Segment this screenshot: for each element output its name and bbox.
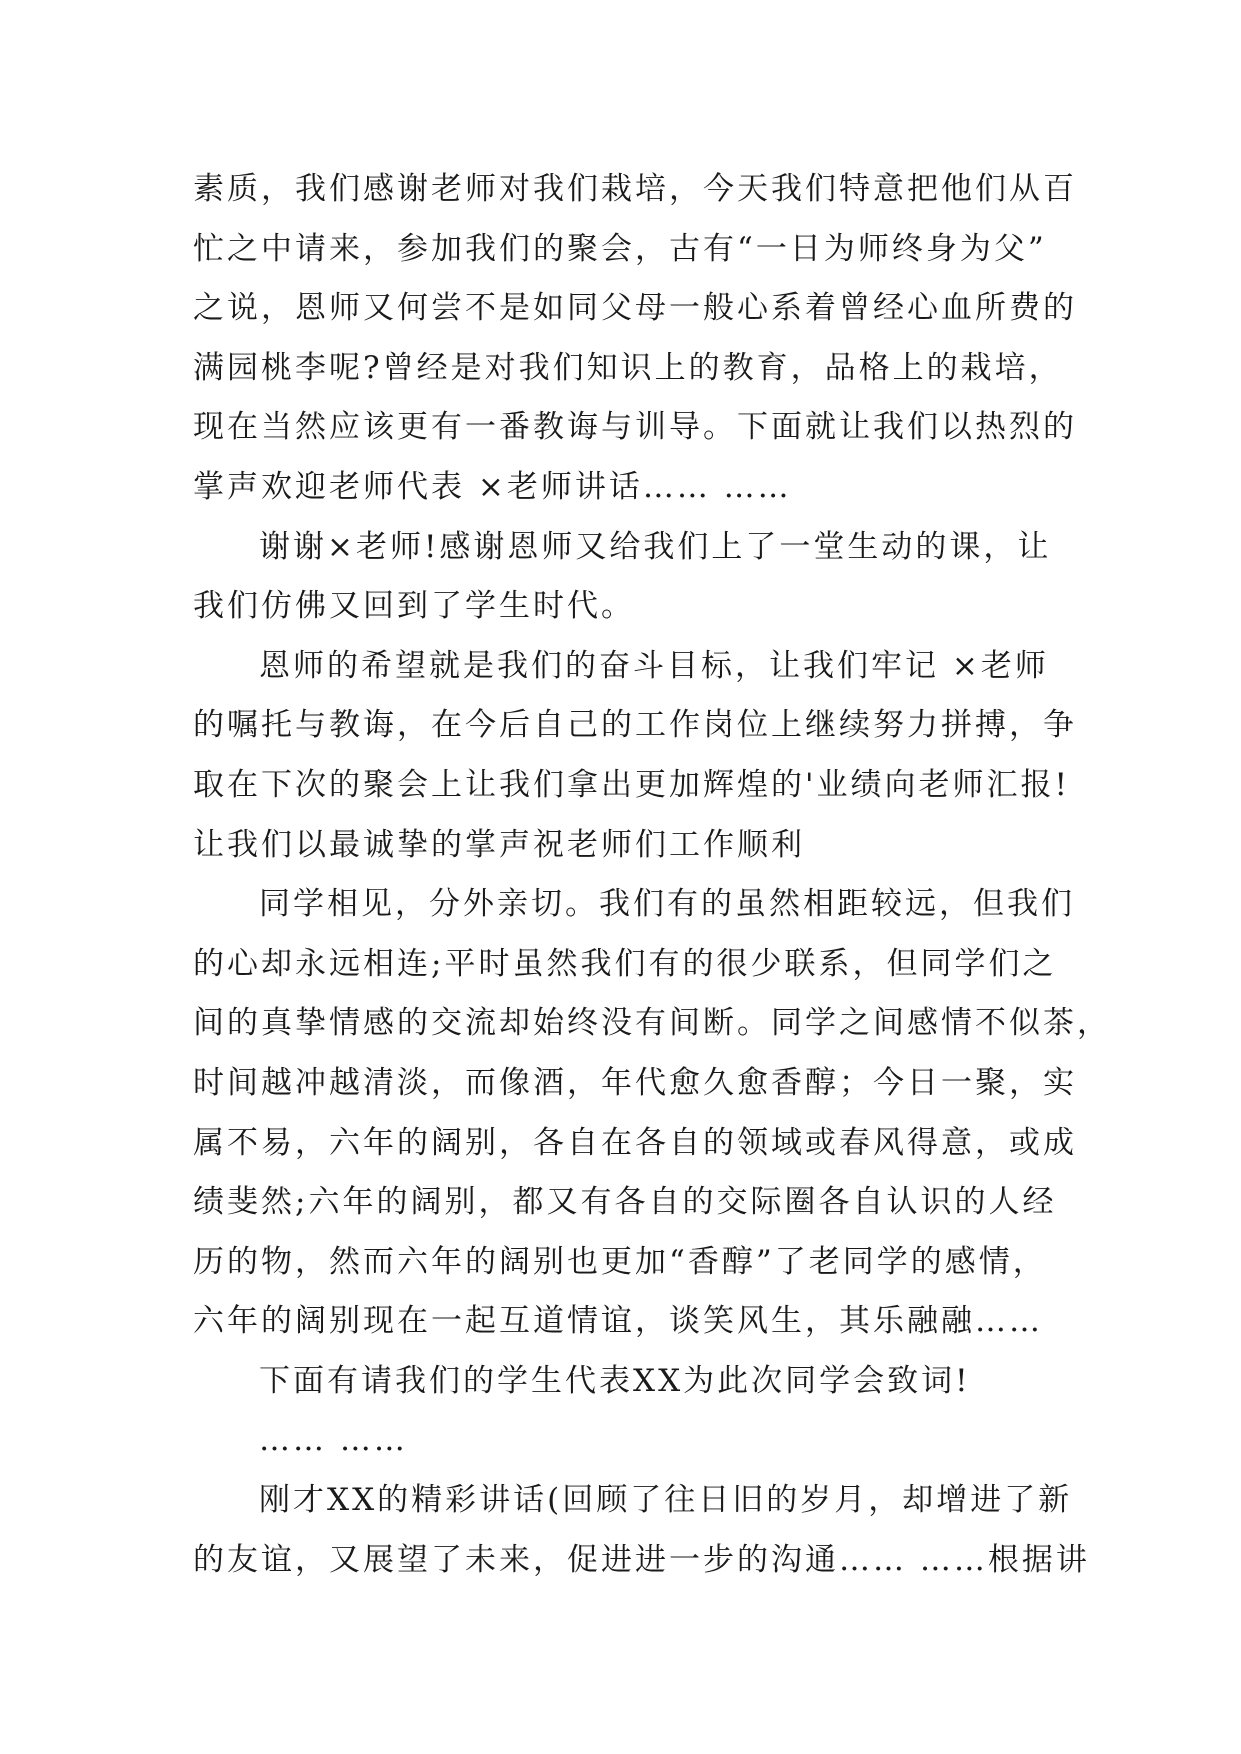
text-line: 的嘱托与教诲，在今后自己的工作岗位上继续努力拼搏，争 bbox=[193, 707, 1077, 744]
text-line: 的友谊，又展望了未来，促进进一步的沟通…… ……根据讲 bbox=[193, 1541, 1090, 1578]
text-line: 让我们以最诚挚的掌声祝老师们工作顺利 bbox=[193, 826, 805, 863]
text-line: 的心却永远相连;平时虽然我们有的很少联系，但同学们之 bbox=[193, 945, 1057, 982]
text-line: 同学相见，分外亲切。我们有的虽然相距较远，但我们 bbox=[259, 886, 1075, 923]
text-line: 满园桃李呢?曾经是对我们知识上的教育，品格上的栽培， bbox=[193, 349, 1063, 386]
text-line: 之说，恩师又何尝不是如同父母一般心系着曾经心血所费的 bbox=[193, 290, 1077, 327]
text-line: 历的物，然而六年的阔别也更加“香醇”了老同学的感情， bbox=[193, 1243, 1047, 1280]
text-line: 刚才XX的精彩讲话(回顾了往日旧的岁月，却增进了新 bbox=[259, 1482, 1073, 1519]
text-line: 绩斐然;六年的阔别，都又有各自的交际圈各自认识的人经 bbox=[193, 1184, 1057, 1221]
text-line: 属不易，六年的阔别，各自在各自的领域或春风得意，或成 bbox=[193, 1124, 1077, 1161]
text-line: 间的真挚情感的交流却始终没有间断。同学之间感情不似茶， bbox=[193, 1005, 1111, 1042]
body-text bbox=[193, 160, 1111, 1590]
text-line: 取在下次的聚会上让我们拿出更加辉煌的'业绩向老师汇报! bbox=[193, 766, 1070, 803]
text-line: 忙之中请来，参加我们的聚会，古有“一日为师终身为父” bbox=[193, 230, 1047, 267]
text-line: 谢谢×老师!感谢恩师又给我们上了一堂生动的课，让 bbox=[259, 528, 1052, 565]
text-line: 时间越冲越清淡，而像酒，年代愈久愈香醇；今日一聚，实 bbox=[193, 1064, 1077, 1101]
text-line: 现在当然应该更有一番教诲与训导。下面就让我们以热烈的 bbox=[193, 409, 1077, 446]
text-line: 素质，我们感谢老师对我们栽培，今天我们特意把他们从百 bbox=[193, 171, 1077, 207]
text-line: 下面有请我们的学生代表XX为此次同学会致词! bbox=[259, 1362, 971, 1399]
text-line: 掌声欢迎老师代表 ×老师讲话…… …… bbox=[193, 468, 792, 505]
text-line: 我们仿佛又回到了学生时代。 bbox=[193, 588, 635, 625]
text-line: 恩师的希望就是我们的奋斗目标，让我们牢记 ×老师 bbox=[259, 647, 1049, 684]
text-line: 六年的阔别现在一起互道情谊，谈笑风生，其乐融融…… bbox=[193, 1303, 1043, 1340]
text-line: …… …… bbox=[259, 1422, 408, 1459]
